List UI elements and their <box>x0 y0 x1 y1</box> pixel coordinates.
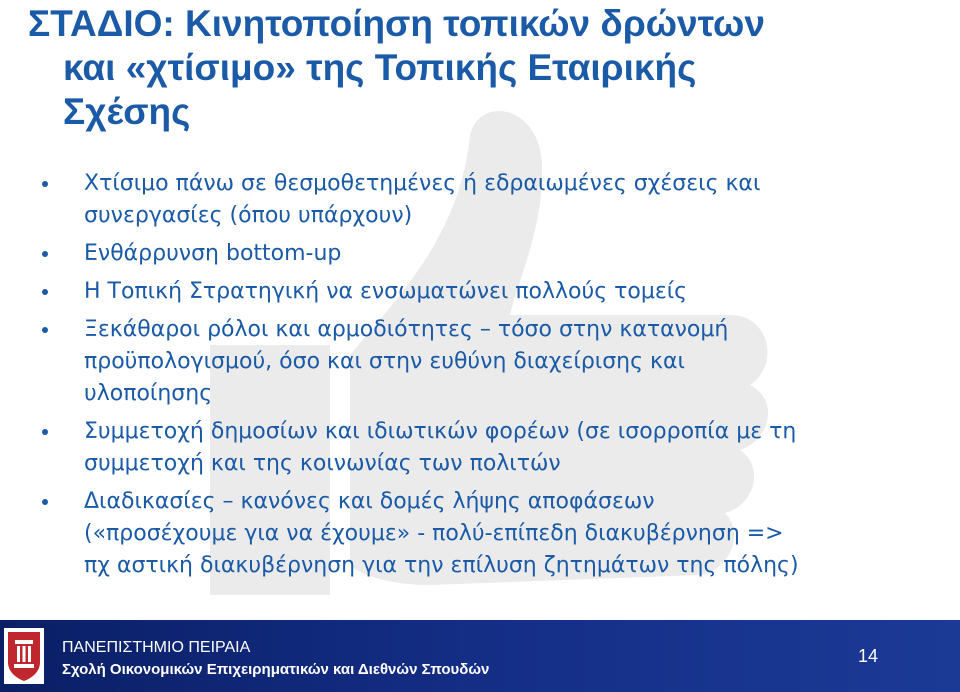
school-name: Σχολή Οικονομικών Επιχειρηματικών και Διεθνών Σπουδών <box>62 661 490 678</box>
bullet-dot-icon <box>42 251 48 257</box>
university-name: ΠΑΝΕΠΙΣΤΗΜΙΟ ΠΕΙΡΑΙΑ <box>62 639 251 656</box>
university-crest-icon <box>4 628 44 684</box>
bullet-dot-icon <box>42 181 48 187</box>
slide-footer <box>0 620 960 692</box>
title-line-3: Σχέσης <box>63 91 191 132</box>
bullet-dot-icon <box>42 499 48 505</box>
bullet-dot-icon <box>42 429 48 435</box>
bullet-item <box>42 486 922 582</box>
bullet-text: Ενθάρρυνση bottom-up <box>84 241 342 266</box>
bullet-text: Διαδικασίες – κανόνες και δομές λήψης αποφάσεων («προσέχουμε για να έχουμε» - πολύ-επίπεδη διακυβέρνηση => πχ αστική διακυβέρνηση για την επίλυση ζητημάτων της πόλης) <box>84 489 799 578</box>
bullet-text: Χτίσιμο πάνω σε θεσμοθετημένες ή εδραιωμένες σχέσεις και συνεργασίες (όπου υπάρχουν) <box>84 171 761 228</box>
bullet-text: Ξεκάθαροι ρόλοι και αρμοδιότητες – τόσο στην κατανομή προϋπολογισμού, όσο και στην ευθύνη διαχείρισης και υλοποίησης <box>84 317 729 406</box>
bullet-item <box>42 276 922 308</box>
bullet-item <box>42 314 922 410</box>
title-line-1: ΣΤΑΔΙΟ: Κινητοποίηση τοπικών δρώντων <box>28 3 765 44</box>
bullet-text: Η Τοπική Στρατηγική να ενσωματώνει πολλούς τομείς <box>84 279 688 304</box>
bullet-dot-icon <box>42 327 48 333</box>
bullet-dot-icon <box>42 289 48 295</box>
page-number: 14 <box>857 646 878 666</box>
slide-title <box>28 2 928 134</box>
bullet-item <box>42 168 922 232</box>
bullet-item <box>42 238 922 270</box>
title-line-2: και «χτίσιμο» της Τοπικής Εταιρικής <box>63 47 697 88</box>
bullet-item <box>42 416 922 480</box>
bullet-list <box>42 168 922 588</box>
bullet-text: Συμμετοχή δημοσίων και ιδιωτικών φορέων (σε ισορροπία με τη συμμετοχή και της κοινωνίας των πολιτών <box>84 419 797 476</box>
